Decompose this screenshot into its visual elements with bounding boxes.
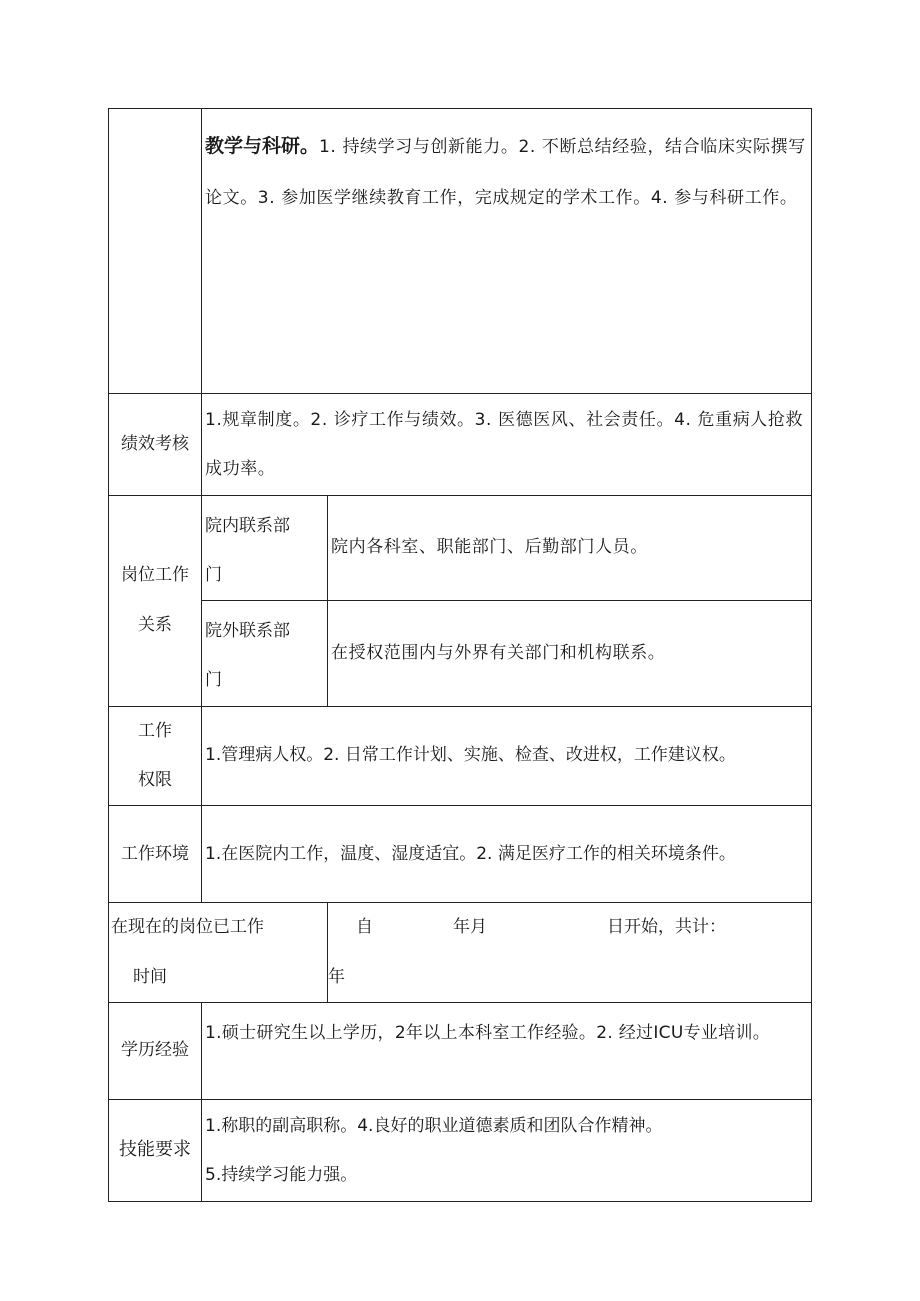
row-performance bbox=[109, 394, 812, 496]
environment-label: 工作环境 bbox=[121, 843, 189, 864]
tenure-day-start: 日开始，共计： bbox=[607, 917, 726, 938]
tenure-label-line1: 在现在的岗位已工作 bbox=[111, 917, 264, 938]
tenure-years: 年 bbox=[328, 966, 345, 987]
row-teaching bbox=[109, 109, 812, 394]
empty-label-cell bbox=[109, 109, 202, 394]
authority-label-cell bbox=[109, 706, 202, 806]
row-skills bbox=[109, 1099, 812, 1201]
internal-relations-label: 院内联系部门 bbox=[202, 495, 328, 601]
row-internal-relations bbox=[109, 495, 812, 601]
internal-relations-text: 院内各科室、职能部门、后勤部门人员。 bbox=[328, 495, 812, 601]
teaching-text: 1. 持续学习与创新能力。2. 不断总结经验，结合临床实际撰写论文。3. 参加医学继续教育工作，完成规定的学术工作。4. 参与科研工作。 bbox=[205, 137, 806, 209]
skills-label-cell bbox=[109, 1099, 202, 1201]
skills-line1: 1.称职的副高职称。4.良好的职业道德素质和团队合作精神。 bbox=[205, 1115, 663, 1136]
tenure-from: 自 bbox=[356, 917, 373, 938]
authority-content: 1.管理病人权。2. 日常工作计划、实施、检查、改进权，工作建议权。 bbox=[202, 706, 812, 806]
education-label: 学历经验 bbox=[121, 1040, 189, 1061]
row-external-relations bbox=[109, 601, 812, 707]
environment-content: 1.在医院内工作，温度、湿度适宜。2. 满足医疗工作的相关环境条件。 bbox=[202, 806, 812, 903]
row-authority bbox=[109, 706, 812, 806]
external-relations-label: 院外联系部门 bbox=[202, 601, 328, 707]
tenure-label-line2: 时间 bbox=[133, 966, 167, 987]
education-label-cell bbox=[109, 1002, 202, 1099]
tenure-label-cell bbox=[109, 903, 328, 1003]
environment-label-cell bbox=[109, 806, 202, 903]
row-environment bbox=[109, 806, 812, 903]
performance-content: 1.规章制度。2. 诊疗工作与绩效。3. 医德医风、社会责任。4. 危重病人抢救成功率。 bbox=[202, 394, 812, 496]
education-content: 1.硕士研究生以上学历，2年以上本科室工作经验。2. 经过ICU专业培训。 bbox=[202, 1002, 812, 1099]
performance-label-cell bbox=[109, 394, 202, 496]
skills-label: 技能要求 bbox=[119, 1139, 191, 1161]
tenure-content bbox=[328, 903, 812, 1003]
relations-label: 岗位工作关系 bbox=[121, 565, 189, 635]
external-relations-text: 在授权范围内与外界有关部门和机构联系。 bbox=[328, 601, 812, 707]
authority-label: 工作权限 bbox=[138, 720, 172, 791]
row-tenure bbox=[109, 903, 812, 1003]
skills-content bbox=[202, 1099, 812, 1201]
teaching-title: 教学与科研。 bbox=[205, 135, 320, 157]
tenure-year-month: 年月 bbox=[453, 917, 487, 938]
row-education bbox=[109, 1002, 812, 1099]
teaching-content bbox=[202, 109, 812, 394]
performance-label: 绩效考核 bbox=[121, 433, 189, 454]
job-description-table bbox=[108, 108, 812, 1202]
skills-line2: 5.持续学习能力强。 bbox=[205, 1165, 358, 1186]
relations-label-cell bbox=[109, 495, 202, 706]
